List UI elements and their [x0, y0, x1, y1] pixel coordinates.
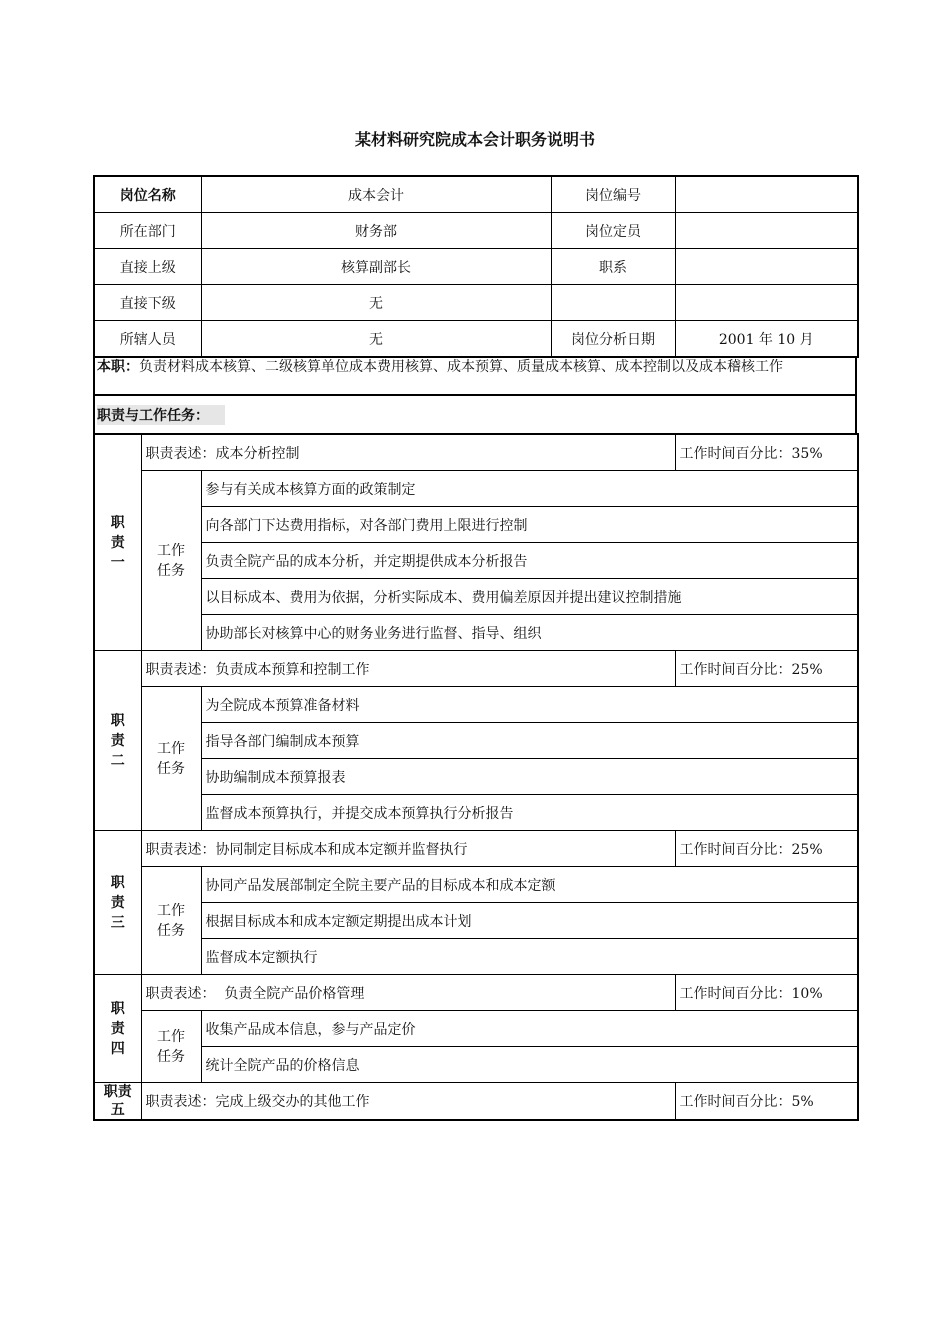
value-staff: 无 [201, 321, 551, 358]
label-job-family: 职系 [551, 249, 675, 285]
task-row [94, 1047, 858, 1083]
duty-desc-row [94, 651, 858, 687]
task-row [94, 759, 858, 795]
duty-time-percent: 工作时间百分比：25% [675, 651, 858, 687]
duty-description: 职责表述：负责成本预算和控制工作 [141, 651, 675, 687]
duties-header [93, 396, 857, 433]
task-item: 统计全院产品的价格信息 [201, 1047, 858, 1083]
basic-info-table [93, 175, 859, 358]
duty-label: 职责四 [94, 975, 141, 1083]
task-item: 协同产品发展部制定全院主要产品的目标成本和成本定额 [201, 867, 858, 903]
task-item: 负责全院产品的成本分析，并定期提供成本分析报告 [201, 543, 858, 579]
task-item: 以目标成本、费用为依据，分析实际成本、费用偏差原因并提出建议控制措施 [201, 579, 858, 615]
label-position-name: 岗位名称 [94, 176, 201, 213]
task-row [94, 615, 858, 651]
task-item: 向各部门下达费用指标，对各部门费用上限进行控制 [201, 507, 858, 543]
duty-description: 职责表述：协同制定目标成本和成本定额并监督执行 [141, 831, 675, 867]
value-supervisor: 核算副部长 [201, 249, 551, 285]
task-label: 工作任务 [141, 471, 201, 651]
duty-desc-row [94, 1083, 858, 1121]
duties-header-label: 职责与工作任务： [97, 405, 225, 425]
task-label: 工作任务 [141, 867, 201, 975]
task-row [94, 867, 858, 903]
task-item: 为全院成本预算准备材料 [201, 687, 858, 723]
task-item: 协助部长对核算中心的财务业务进行监督、指导、组织 [201, 615, 858, 651]
task-label: 工作任务 [141, 1011, 201, 1083]
task-item: 监督成本定额执行 [201, 939, 858, 975]
duty-time-percent: 工作时间百分比：10% [675, 975, 858, 1011]
task-item: 指导各部门编制成本预算 [201, 723, 858, 759]
duties-table [93, 433, 859, 1121]
value-subordinate: 无 [201, 285, 551, 321]
label-staff: 所辖人员 [94, 321, 201, 358]
core-duty-text: 负责材料成本核算、二级核算单位成本费用核算、成本预算、质量成本核算、成本控制以及成本稽核工作 [139, 359, 783, 375]
label-supervisor: 直接上级 [94, 249, 201, 285]
core-duty-label: 本职： [97, 359, 139, 375]
task-item: 参与有关成本核算方面的政策制定 [201, 471, 858, 507]
value-headcount [675, 213, 858, 249]
task-row [94, 507, 858, 543]
duty-time-percent: 工作时间百分比：25% [675, 831, 858, 867]
label-department: 所在部门 [94, 213, 201, 249]
task-row [94, 723, 858, 759]
info-row [94, 285, 858, 321]
task-row [94, 939, 858, 975]
info-row [94, 321, 858, 358]
duty-label: 职责一 [94, 434, 141, 651]
empty-label [551, 285, 675, 321]
info-row [94, 249, 858, 285]
duty-desc-row [94, 434, 858, 471]
task-row [94, 471, 858, 507]
duty-desc-row [94, 831, 858, 867]
label-subordinate: 直接下级 [94, 285, 201, 321]
task-row [94, 1011, 858, 1047]
duty-desc-row [94, 975, 858, 1011]
task-label: 工作任务 [141, 687, 201, 831]
task-row [94, 543, 858, 579]
duty-description: 职责表述：完成上级交办的其他工作 [141, 1083, 675, 1121]
label-headcount: 岗位定员 [551, 213, 675, 249]
duty-label: 职责三 [94, 831, 141, 975]
duty-time-percent: 工作时间百分比：35% [675, 434, 858, 471]
label-position-code: 岗位编号 [551, 176, 675, 213]
task-row [94, 795, 858, 831]
core-duty-section [93, 356, 857, 396]
info-row [94, 213, 858, 249]
value-analysis-date: 2001 年 10 月 [675, 321, 858, 358]
info-row [94, 176, 858, 213]
task-item: 根据目标成本和成本定额定期提出成本计划 [201, 903, 858, 939]
task-item: 收集产品成本信息，参与产品定价 [201, 1011, 858, 1047]
value-job-family [675, 249, 858, 285]
task-item: 监督成本预算执行，并提交成本预算执行分析报告 [201, 795, 858, 831]
value-position-code [675, 176, 858, 213]
empty-value [675, 285, 858, 321]
task-row [94, 579, 858, 615]
document-title: 某材料研究院成本会计职务说明书 [354, 130, 595, 149]
duty-description: 职责表述：成本分析控制 [141, 434, 675, 471]
task-item: 协助编制成本预算报表 [201, 759, 858, 795]
value-department: 财务部 [201, 213, 551, 249]
value-position-name: 成本会计 [201, 176, 551, 213]
task-row [94, 687, 858, 723]
task-row [94, 903, 858, 939]
duty-description: 职责表述： 负责全院产品价格管理 [141, 975, 675, 1011]
duty-label: 职责二 [94, 651, 141, 831]
duty-label: 职责五 [94, 1083, 141, 1121]
label-analysis-date: 岗位分析日期 [551, 321, 675, 358]
duty-time-percent: 工作时间百分比：5% [675, 1083, 858, 1121]
